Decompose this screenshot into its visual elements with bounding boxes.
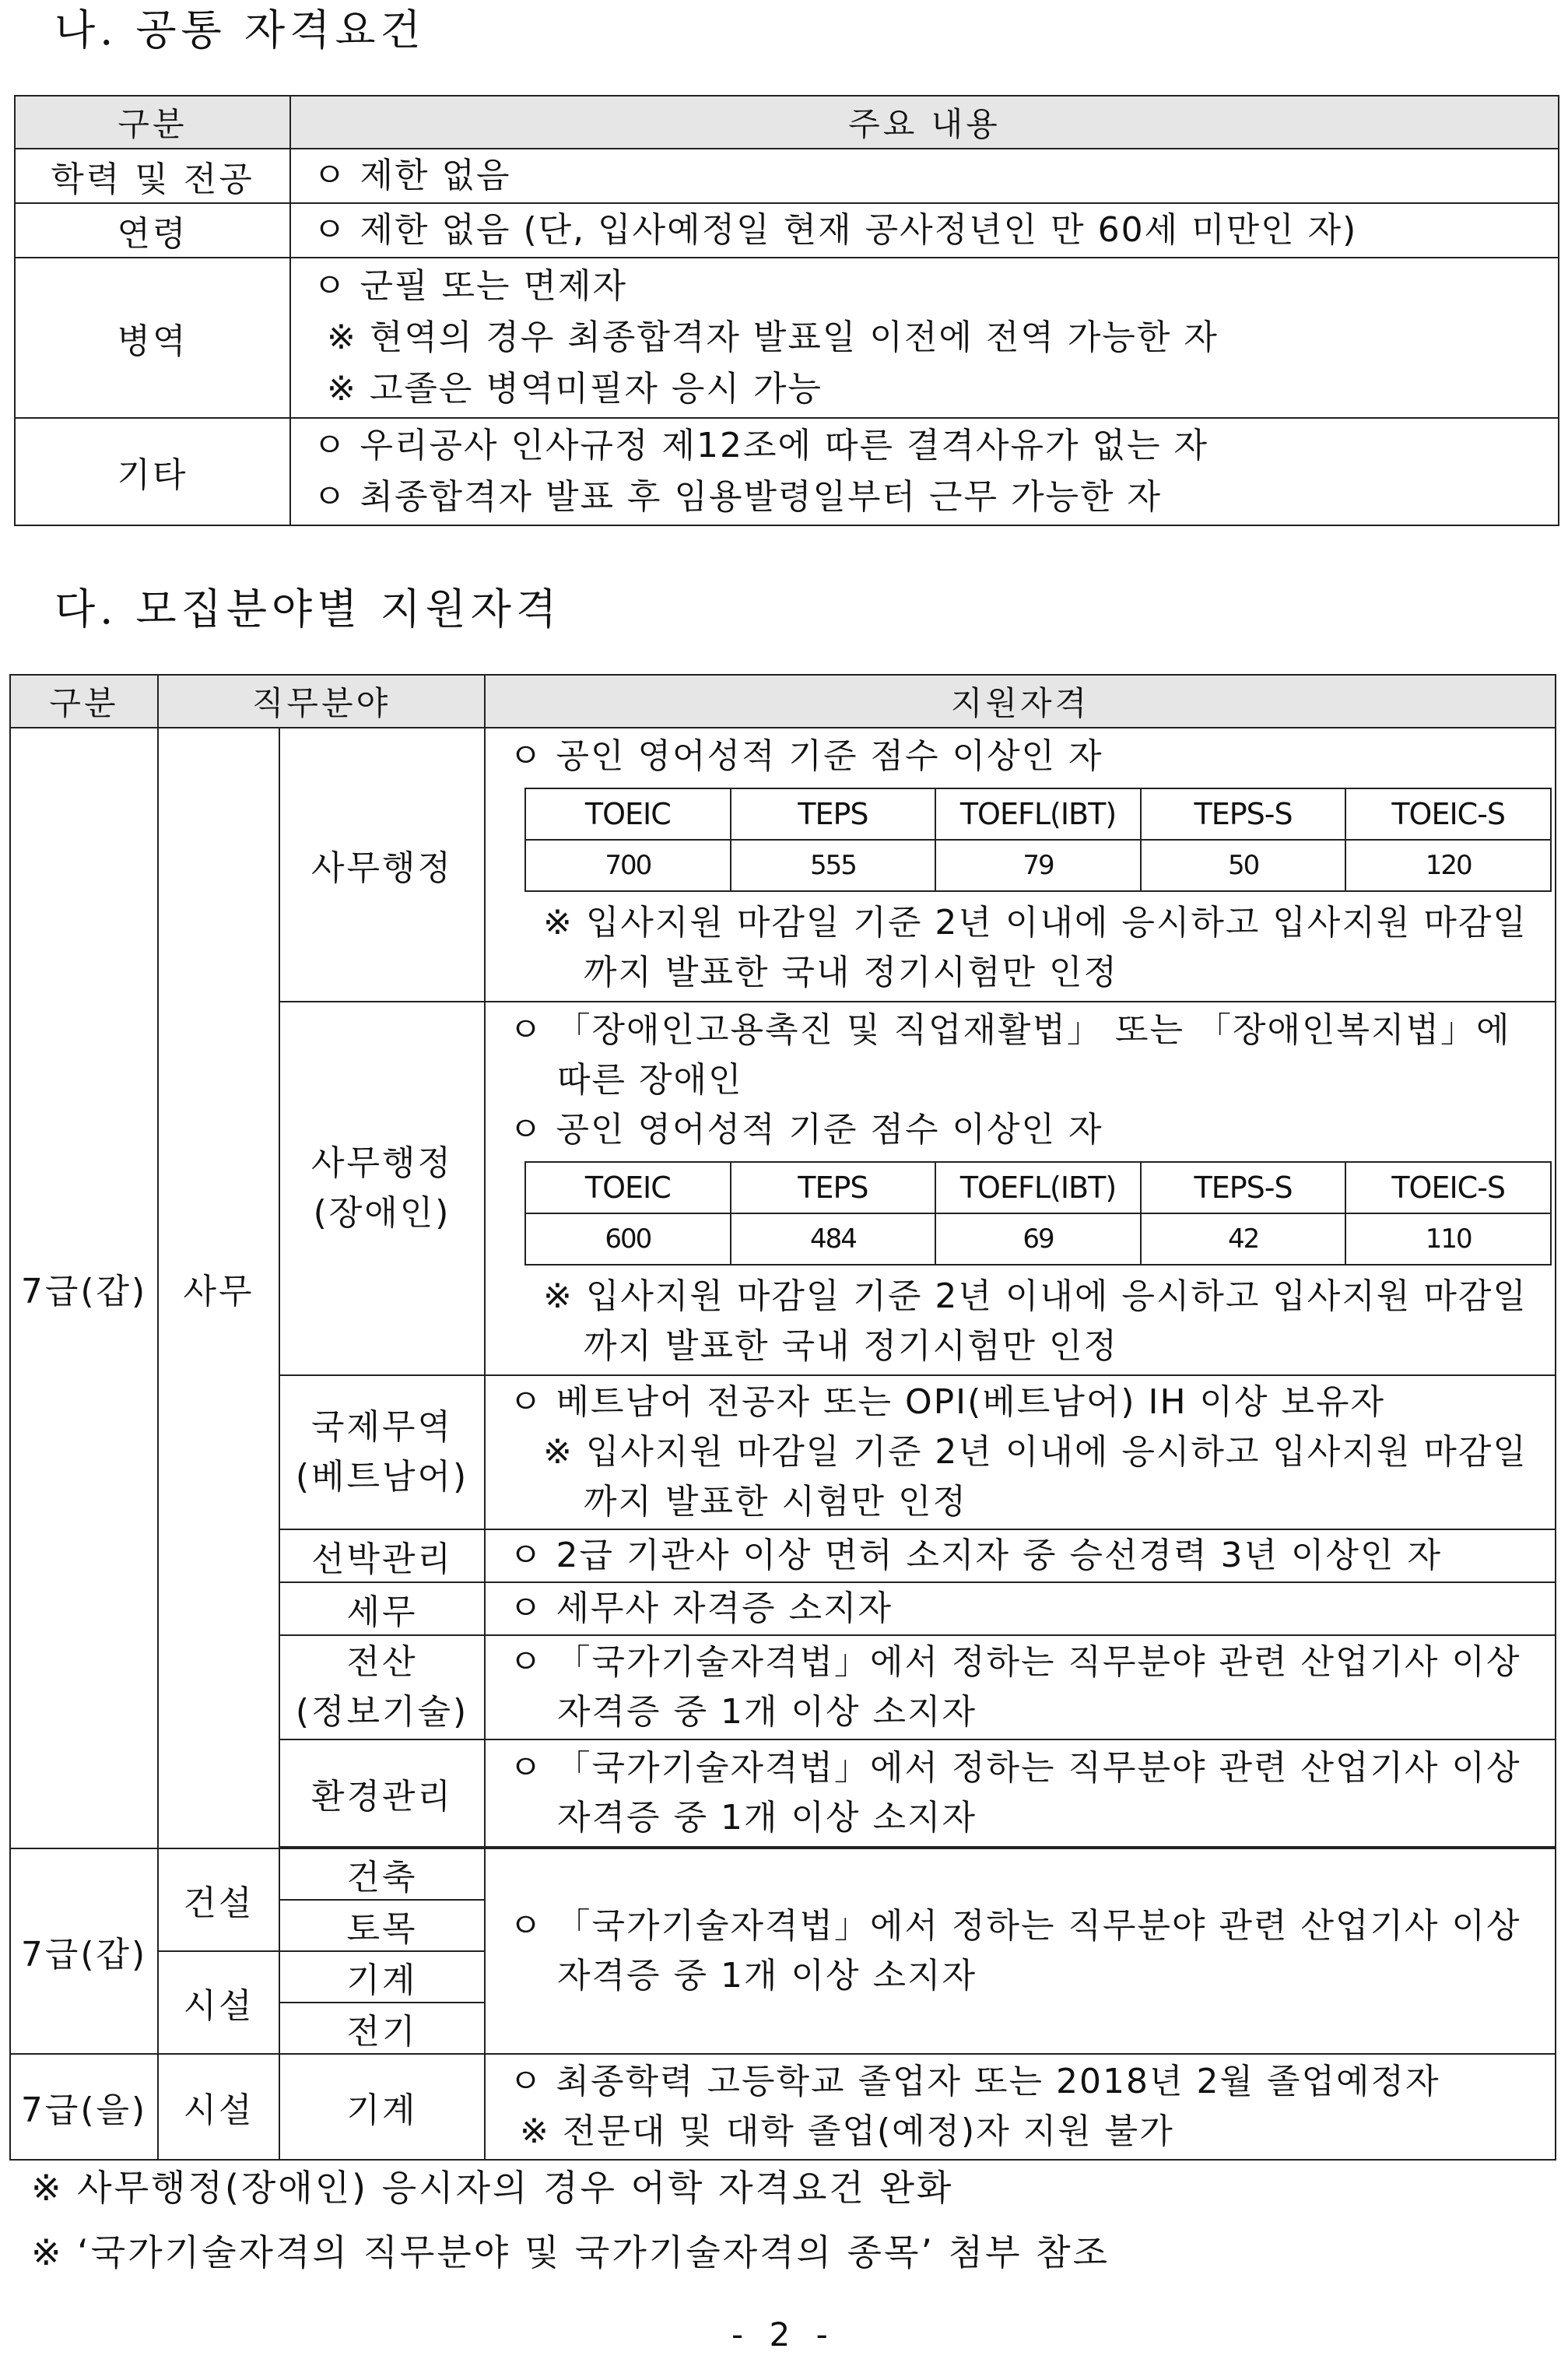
qualification-trade: [485, 1375, 1556, 1529]
content-line: ㅇ 「국가기술자격법」에서 정하는 직무분야 관련 산업기사 이상: [509, 1748, 1521, 1788]
note-line: ※ 입사지원 마감일 기준 2년 이내에 응시하고 입사지원 마감일: [543, 903, 1528, 943]
table-row: [10, 1848, 1556, 1900]
score-table-admin-disabled: [524, 1161, 1552, 1265]
group-office: 사무: [158, 728, 279, 1848]
content-line: ㅇ 세무사 자격증 소지자: [509, 1588, 893, 1628]
field-ship: 선박관리: [279, 1529, 485, 1582]
row-label-education: 학력 및 전공: [15, 149, 290, 203]
score-header: TEPS-S: [1141, 788, 1346, 840]
note-line: ※ 입사지원 마감일 기준 2년 이내에 응시하고 입사지원 마감일: [543, 1276, 1528, 1316]
content-line: ㅇ 제한 없음: [313, 156, 511, 195]
note-line: ※ 현역의 경우 최종합격자 발표일 이전에 전역 가능한 자: [327, 318, 1219, 357]
field-electrical: 전기: [279, 2003, 485, 2054]
content-line: ㅇ 공인 영어성적 기준 점수 이상인 자: [509, 1110, 1103, 1150]
row-content-age: [290, 203, 1559, 258]
field-trade: [279, 1375, 485, 1529]
score-value: 110: [1345, 1213, 1551, 1265]
qualification-construction: [485, 1848, 1556, 2054]
content-line: ㅇ 군필 또는 면제자: [313, 266, 627, 306]
score-header-row: [525, 788, 1551, 840]
content-line: 따른 장애인: [557, 1060, 743, 1100]
table-row: [10, 2054, 1556, 2160]
score-value: 600: [525, 1213, 731, 1265]
score-header: TOEFL(IBT): [935, 788, 1141, 840]
note-line: ※ 입사지원 마감일 기준 2년 이내에 응시하고 입사지원 마감일: [543, 1432, 1528, 1472]
header-category: 구분: [10, 675, 158, 728]
content-line: ㅇ 최종학력 고등학교 졸업자 또는 2018년 2월 졸업예정자: [509, 2062, 1440, 2101]
score-value-row: [525, 1213, 1551, 1265]
header-qualification: 지원자격: [485, 675, 1556, 728]
field-admin-disabled: [279, 1002, 485, 1375]
table-row: [15, 149, 1559, 203]
qualification-it: [485, 1635, 1556, 1739]
table-header-row: [10, 675, 1556, 728]
table-header-row: [15, 96, 1559, 149]
group-construction: 건설: [158, 1848, 279, 1951]
score-header: TOEFL(IBT): [935, 1162, 1141, 1213]
field-civil: 토목: [279, 1900, 485, 1951]
field-name: 전산: [346, 1642, 418, 1682]
header-field: 직무분야: [158, 675, 485, 728]
section-title-by-field: 다. 모집분야별 지원자격: [54, 584, 562, 634]
score-header: TEPS: [731, 788, 936, 840]
table-row: [10, 728, 1556, 1002]
row-label-age: 연령: [15, 203, 290, 258]
score-table-admin: [524, 788, 1552, 892]
row-label-other: 기타: [15, 418, 290, 525]
footnote-reference: ※ ‘국가기술자격의 직무분야 및 국가기술자격의 종목’ 첨부 참조: [31, 2231, 1110, 2273]
content-line: ㅇ 공인 영어성적 기준 점수 이상인 자: [509, 736, 1103, 776]
qualification-mechanical-b: [485, 2054, 1556, 2160]
field-name: 사무행정: [311, 1143, 454, 1183]
score-header-row: [525, 1162, 1551, 1213]
score-value-row: [525, 840, 1551, 891]
qualification-ship: [485, 1529, 1556, 1582]
field-tax: 세무: [279, 1582, 485, 1635]
grade-7a-construction: 7급(갑): [10, 1848, 158, 2054]
header-content: 주요 내용: [290, 96, 1559, 149]
qualification-admin: [485, 728, 1556, 1002]
table-row: [15, 203, 1559, 258]
content-line: ㅇ 「국가기술자격법」에서 정하는 직무분야 관련 산업기사 이상: [509, 1642, 1521, 1682]
qualification-admin-disabled: [485, 1002, 1556, 1375]
content-line: ㅇ 최종합격자 발표 후 임용발령일부터 근무 가능한 자: [313, 477, 1162, 517]
score-value: 555: [731, 840, 936, 891]
common-requirements-table: [14, 95, 1559, 526]
note-line: 까지 발표한 국내 정기시험만 인정: [584, 1326, 1119, 1366]
score-value: 50: [1141, 840, 1346, 891]
field-requirements-table: [9, 674, 1556, 2161]
content-line: 자격증 중 1개 이상 소지자: [557, 1956, 977, 1996]
footnote-disabled: ※ 사무행정(장애인) 응시자의 경우 어학 자격요건 완화: [31, 2167, 954, 2209]
content-line: ㅇ 제한 없음 (단, 입사예정일 현재 공사정년인 만 60세 미만인 자): [313, 210, 1358, 250]
table-row: [15, 258, 1559, 418]
table-row: [15, 418, 1559, 525]
header-category: 구분: [15, 96, 290, 149]
row-content-education: [290, 149, 1559, 203]
field-it: [279, 1635, 485, 1739]
note-line: ※ 고졸은 병역미필자 응시 가능: [327, 369, 823, 409]
grade-7a-office: 7급(갑): [10, 728, 158, 1848]
note-line: 까지 발표한 국내 정기시험만 인정: [584, 953, 1119, 992]
content-line: 자격증 중 1개 이상 소지자: [557, 1692, 977, 1732]
content-line: ㅇ 2급 기관사 이상 면허 소지자 중 승선경력 3년 이상인 자: [509, 1536, 1442, 1575]
content-line: ㅇ 「장애인고용촉진 및 직업재활법」 또는 「장애인복지법」에: [509, 1010, 1511, 1050]
row-content-other: [290, 418, 1559, 525]
group-facility-b: 시설: [158, 2054, 279, 2160]
field-admin: 사무행정: [279, 728, 485, 1002]
score-header: TOEIC: [525, 1162, 731, 1213]
score-value: 700: [525, 840, 731, 891]
score-value: 120: [1345, 840, 1551, 891]
content-line: ㅇ 「국가기술자격법」에서 정하는 직무분야 관련 산업기사 이상: [509, 1906, 1521, 1946]
score-header: TOEIC: [525, 788, 731, 840]
field-mechanical: 기계: [279, 1951, 485, 2003]
note-line: ※ 전문대 및 대학 졸업(예정)자 지원 불가: [520, 2111, 1174, 2151]
field-env: 환경관리: [279, 1739, 485, 1847]
content-line: ㅇ 베트남어 전공자 또는 OPI(베트남어) IH 이상 보유자: [509, 1382, 1386, 1422]
field-architecture: 건축: [279, 1848, 485, 1900]
score-header: TEPS-S: [1141, 1162, 1346, 1213]
row-content-military: [290, 258, 1559, 418]
section-title-common: 나. 공통 자격요건: [54, 5, 426, 54]
group-facility: 시설: [158, 1951, 279, 2054]
score-header: TOEIC-S: [1345, 788, 1551, 840]
grade-7b: 7급(을): [10, 2054, 158, 2160]
content-line: ㅇ 우리공사 인사규정 제12조에 따른 결격사유가 없는 자: [313, 426, 1208, 465]
qualification-env: [485, 1739, 1556, 1847]
score-value: 484: [731, 1213, 936, 1265]
score-value: 42: [1141, 1213, 1346, 1265]
score-value: 69: [935, 1213, 1141, 1265]
field-name: (장애인): [313, 1193, 451, 1233]
field-name: (정보기술): [295, 1692, 469, 1732]
page-number: - 2 -: [731, 2315, 836, 2354]
row-label-military: 병역: [15, 258, 290, 418]
score-header: TOEIC-S: [1345, 1162, 1551, 1213]
content-line: 자격증 중 1개 이상 소지자: [557, 1798, 977, 1838]
field-mechanical-b: 기계: [279, 2054, 485, 2160]
qualification-tax: [485, 1582, 1556, 1635]
field-name: 국제무역: [311, 1407, 454, 1447]
field-name: (베트남어): [295, 1457, 469, 1497]
note-line: 까지 발표한 시험만 인정: [584, 1482, 968, 1522]
score-value: 79: [935, 840, 1141, 891]
score-header: TEPS: [731, 1162, 936, 1213]
